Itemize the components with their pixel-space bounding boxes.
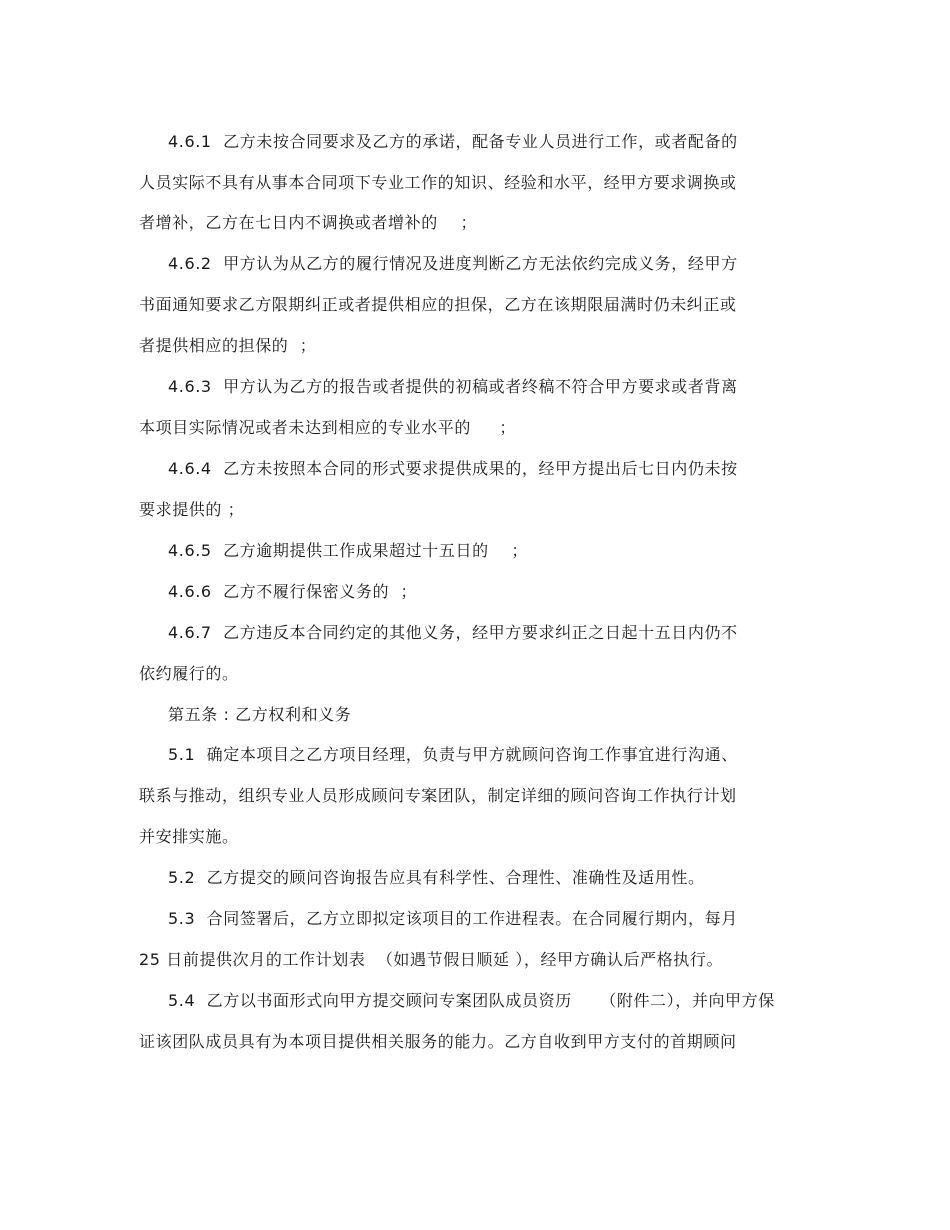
text-line: 人员实际不具有从事本合同项下专业工作的知识、经验和水平，经甲方要求调换或 — [139, 173, 737, 192]
text-line: 4.6.4 乙方未按照本合同的形式要求提供成果的，经甲方提出后七日内仍未按 — [168, 459, 738, 478]
text-line: 联系与推动，组织专业人员形成顾问专案团队，制定详细的顾问咨询工作执行计划 — [139, 786, 737, 805]
text-line: 4.6.5 乙方逾期提供工作成果超过十五日的 ； — [168, 541, 529, 560]
text-line: 证该团队成员具有为本项目提供相关服务的能力。乙方自收到甲方支付的首期顾问 — [139, 1032, 737, 1051]
text-line: 4.6.6 乙方不履行保密义务的 ； — [168, 582, 418, 601]
text-line: 25 日前提供次月的工作计划表 （如遇节假日顺延 ），经甲方确认后严格执行。 — [139, 950, 724, 969]
text-line: 4.6.1 乙方未按合同要求及乙方的承诺，配备专业人员进行工作，或者配备的 — [168, 132, 738, 151]
text-line: 5.1 确定本项目之乙方项目经理，负责与甲方就顾问咨询工作事宜进行沟通、 — [168, 745, 738, 764]
text-line: 5.4 乙方以书面形式向甲方提交顾问专案团队成员资历 （附件二），并向甲方保 — [168, 991, 775, 1010]
text-line: 4.6.2 甲方认为从乙方的履行情况及进度判断乙方无法依约完成义务，经甲方 — [168, 254, 738, 273]
text-line: 并安排实施。 — [139, 827, 239, 846]
text-line: 5.3 合同签署后，乙方立即拟定该项目的工作进程表。在合同履行期内，每月 — [168, 909, 738, 928]
text-line: 4.6.7 乙方违反本合同约定的其他义务，经甲方要求纠正之日起十五日内仍不 — [168, 623, 738, 642]
text-line: 者提供相应的担保的 ； — [139, 336, 317, 355]
text-line: 依约履行的。 — [139, 664, 239, 683]
text-line: 书面通知要求乙方限期纠正或者提供相应的担保，乙方在该期限届满时仍未纠正或 — [139, 295, 737, 314]
text-line: 4.6.3 甲方认为乙方的报告或者提供的初稿或者终稿不符合甲方要求或者背离 — [168, 377, 738, 396]
text-line: 本项目实际情况或者未达到相应的专业水平的 ； — [139, 418, 517, 437]
section-heading: 第五条 : 乙方权利和义务 — [168, 705, 352, 724]
text-line: 5.2 乙方提交的顾问咨询报告应具有科学性、合理性、准确性及适用性。 — [168, 868, 705, 887]
text-line: 者增补，乙方在七日内不调换或者增补的 ； — [139, 213, 478, 232]
text-line: 要求提供的 ； — [139, 500, 245, 519]
